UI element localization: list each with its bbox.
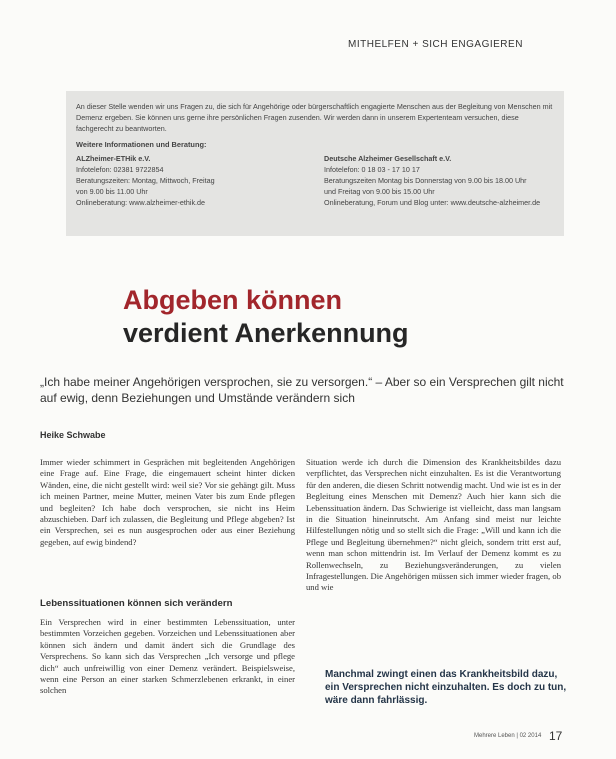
- headline-line1: Abgeben können: [123, 285, 343, 315]
- headline-line2: verdient Anerkennung: [123, 318, 409, 348]
- info-columns: [76, 153, 554, 208]
- pull-quote: Manchmal zwingt einen das Krankheitsbild dazu, ein Versprechen nicht einzuhalten. Es doch zu tun, wäre dann fahrlässig.: [325, 669, 567, 706]
- org-name: Deutsche Alzheimer Gesellschaft e.V.: [324, 154, 452, 163]
- headline: [123, 284, 409, 350]
- author: Heike Schwabe: [40, 430, 106, 440]
- page-number: 17: [549, 729, 563, 743]
- lead-paragraph: „Ich habe meiner Angehörigen versprochen, sie zu versorgen.“ – Aber so ein Versprechen gilt nicht auf ewig, denn Beziehungen und Umstände verändern sich: [40, 375, 564, 405]
- org-online: Onlineberatung: www.alzheimer-ethik.de: [76, 198, 206, 207]
- info-col-deutsche-alzheimer: [324, 153, 554, 208]
- body-paragraph: Immer wieder schimmert in Gesprächen mit begleitenden Angehörigen eine Frage auf. Eine Frage, die eingemauert scheint hinter dicken Wänden, eine, die nicht gestellt wird: weil sie? Vor sie gehängt gilt. Muss ich meinen Partner, meine Mutter, meinen Vater bis zum Ende pflegen und begleiten? Ich habe doch versprochen, sie nicht ins Heim abzuschieben. Darf ich zulassen, die Begleitung und Pflege abgeben? Ist ein Versprechen, sei es nun ausgesprochen oder aus einer Beziehung gegeben, auf ewig bindend?: [40, 457, 295, 547]
- org-online: Onlineberatung, Forum und Blog unter: www.deutsche-alzheimer.de: [324, 198, 541, 207]
- body-paragraph: Ein Versprechen wird in einer bestimmten Lebenssituation, unter bestimmten Vorzeichen gegeben. Vorzeichen und Lebenssituationen aber können sich ändern und damit ändert sich die Grundlage des Versprechens. So kann sich das Versprechen „Ich versorge und pflege dich“ auch unfreiwillig von einer Demenz verändert. Beispielsweise, wenn eine Person an einer starken Schmerzlebenen erkrankt, in einer solchen: [40, 617, 295, 696]
- footer-source: Mehrere Leben | 02 2014: [474, 733, 542, 739]
- info-intro: An dieser Stelle wenden wir uns Fragen zu, die sich für Angehörige oder bürgerschaftlich engagierte Menschen aus der Begleitung von Menschen mit Demenz ergeben. Sie können uns gerne ihre persönlichen Fragen zusenden. Wir werden dann in unserem Expertenteam versuchen, diese fachgerecht zu beantworten.: [76, 102, 553, 133]
- org-hours: und Freitag von 9.00 bis 15.00 Uhr: [324, 187, 435, 196]
- body-column-left-2: [40, 617, 295, 697]
- org-phone: Infotelefon: 0 18 03 - 17 10 17: [324, 165, 420, 174]
- body-paragraph: Situation werde ich durch die Dimension des Krankheitsbildes dazu verpflichtet, das Versprechen nicht einzuhalten. Es ist die Verantwortung für den anderen, die diesen Schritt notwendig macht. Und wie ist es in der Begleitung eines Menschen mit Demenz? Auch hier kann sich die Lebenssituation ändern. Das Schwierige ist vielleicht, dass man langsam in die Situation hineinrutscht. Am Anfang sind meist nur leichte Hilfestellungen nötig und so stellt sich die Frage: „Will und kann ich die Pflege und Begleitung übernehmen?“ nicht gleich, sondern tritt erst auf, wenn man schon mittendrin ist. Im Verlauf der Demenz kommt es zu Rollenwechseln, zu Beziehungsveränderungen, zu vielen Infragestellungen. Die Angehörigen müssen sich immer wieder fragen, ob und wie: [306, 457, 561, 593]
- org-hours: Beratungszeiten Montag bis Donnerstag von 9.00 bis 18.00 Uhr: [324, 176, 527, 185]
- body-column-left: [40, 457, 295, 548]
- subheading: Lebenssituationen können sich verändern: [40, 598, 233, 609]
- org-hours: Beratungszeiten: Montag, Mittwoch, Freitag: [76, 176, 215, 185]
- info-heading: Weitere Informationen und Beratung:: [76, 140, 207, 149]
- org-name: ALZheimer-ETHik e.V.: [76, 154, 151, 163]
- org-phone: Infotelefon: 02381 9722854: [76, 165, 164, 174]
- info-box: [66, 91, 564, 236]
- body-column-right: [306, 457, 561, 594]
- section-label: MITHELFEN + SICH ENGAGIEREN: [348, 39, 523, 50]
- info-col-alzheimer-ethik: [76, 153, 306, 208]
- org-hours: von 9.00 bis 11.00 Uhr: [76, 187, 148, 196]
